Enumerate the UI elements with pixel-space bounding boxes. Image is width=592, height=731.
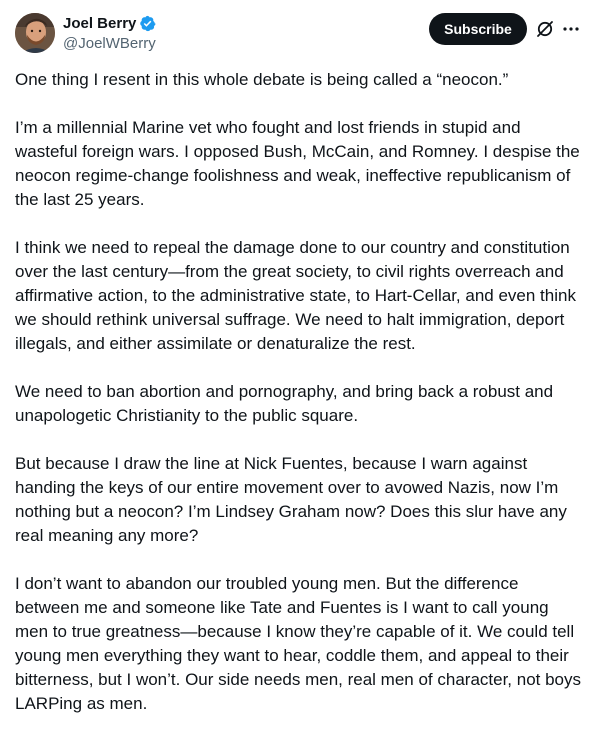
subscribe-button[interactable]: Subscribe — [429, 13, 527, 45]
grok-slash-icon[interactable] — [535, 19, 555, 39]
post-paragraph: I think we need to repeal the damage done to our country and constitution over the last century—from the great society, to civil rights overreach and affirmative action, to the administrative state, to Hart-Cellar, and even think we should rethink universal suffrage. We need to halt immigration, deport illegals, and either assimilate or denaturalize the rest. — [15, 238, 576, 353]
post-paragraph: I’m a millennial Marine vet who fought and lost friends in stupid and wasteful foreign wars. I opposed Bush, McCain, and Romney. I despise the neocon regime-change foolishness and weak, ineffective republicanism of the last 25 years. — [15, 118, 580, 209]
author-handle[interactable]: @JoelWBerry — [63, 35, 156, 52]
post-text — [15, 68, 585, 716]
avatar[interactable] — [15, 13, 55, 53]
author-name[interactable]: Joel Berry — [63, 14, 137, 32]
post-paragraph: I don’t want to abandon our troubled young men. But the difference between me and someone like Tate and Fuentes is I want to call young men to true greatness—because I know they’re capable of it. We could tell young men everything they want to hear, coddle them, and appeal to their bitterness, but I won’t. Our side needs men, real men of character, not boys LARPing as men. — [15, 574, 582, 713]
post-header — [0, 0, 592, 60]
avatar-photo-icon — [15, 13, 55, 53]
verified-badge-icon — [139, 15, 156, 32]
post-paragraph: But because I draw the line at Nick Fuentes, because I warn against handing the keys of our entire movement over to avowed Nazis, now I’m nothing but a neocon? I’m Lindsey Graham now? Does this slur have any real meaning any more? — [15, 454, 567, 545]
post-paragraph: We need to ban abortion and pornography, and bring back a robust and unapologetic Christianity to the public square. — [15, 382, 554, 425]
author-info — [63, 13, 156, 54]
post-paragraph: One thing I resent in this whole debate is being called a “neocon.” — [15, 70, 509, 89]
more-dots-icon[interactable] — [561, 19, 581, 39]
